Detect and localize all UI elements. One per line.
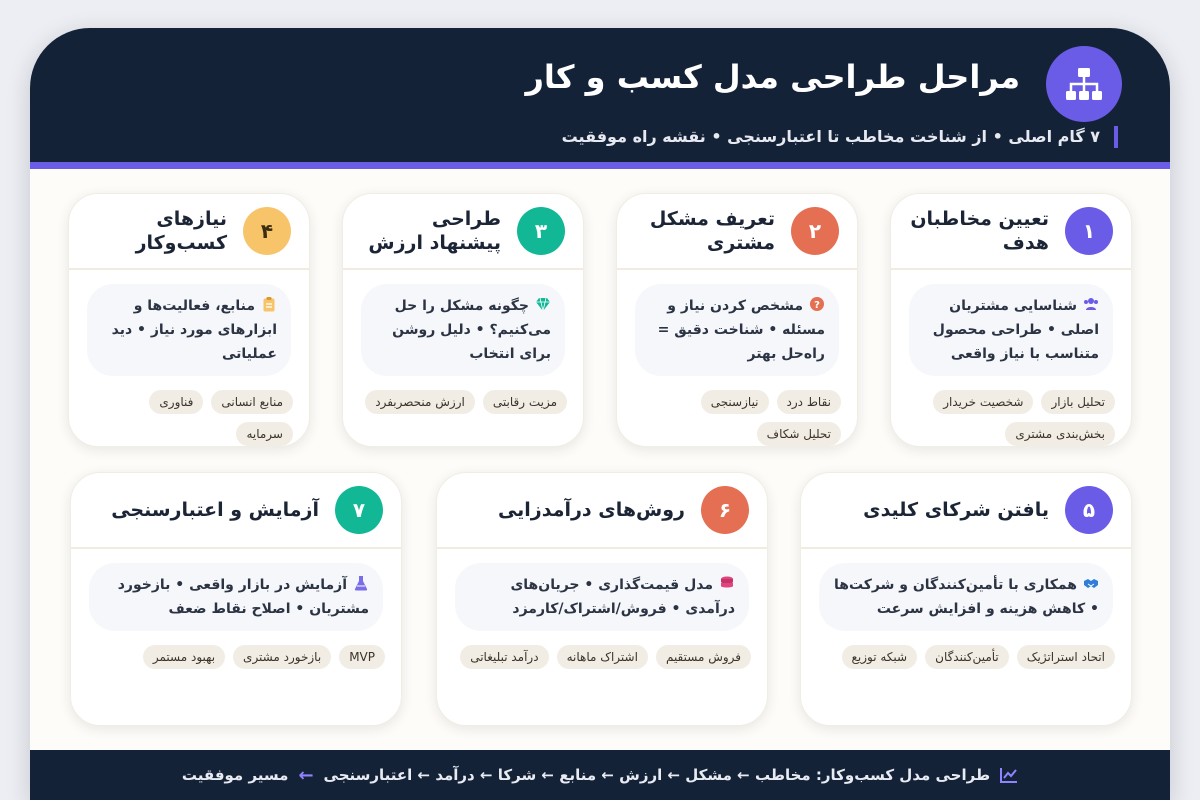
step-description [87,284,291,376]
tag: بخش‌بندی مشتری [1005,422,1115,446]
step-description [819,563,1113,631]
tag-list [87,645,385,669]
step-card-4 [68,193,310,447]
page-title: مراحل طراحی مدل کسب و کار [525,58,1020,96]
step-description [89,563,383,631]
tag-list [85,390,293,446]
tag: منابع انسانی [211,390,293,414]
step-card-5 [800,472,1132,726]
step-number: ۵ [1065,486,1113,534]
step-card-6 [436,472,768,726]
step-description-text: مشخص کردن نیاز و مسئله • شناخت دقیق = راه‌حل بهتر [657,298,825,362]
tag-list [453,645,751,669]
step-number: ۷ [335,486,383,534]
tag: فروش مستقیم [656,645,751,669]
coins-icon [719,575,735,591]
step-description-text: چگونه مشکل را حل می‌کنیم؟ • دلیل روشن برای انتخاب [392,298,551,362]
step-title: تعریف مشکل مشتری [649,208,775,254]
step-description-text: مدل قیمت‌گذاری • جریان‌های درآمدی • فروش/اشتراک/کارمزد [510,577,735,617]
question-icon [809,296,825,312]
footer-end: مسیر موفقیت [181,766,289,784]
step-card-2 [616,193,858,447]
tag: فناوری [149,390,203,414]
tag: نقاط درد [777,390,841,414]
step-description-text: شناسایی مشتریان اصلی • طراحی محصول متناسب با نیاز واقعی [932,298,1099,362]
step-card-3 [342,193,584,447]
tag: MVP [339,645,385,669]
sitemap-icon [1064,66,1104,102]
arrow-icon: ← [298,764,314,786]
handshake-icon [1083,575,1099,591]
page-subtitle: ۷ گام اصلی • از شناخت مخاطب تا اعتبارسنجی • نقشه راه موفقیت [562,126,1118,148]
tag: مزیت رقابتی [483,390,567,414]
card-header [343,194,583,270]
tag: اشتراک ماهانه [557,645,648,669]
step-description-text: آزمایش در بازار واقعی • بازخورد مشتریان • اصلاح نقاط ضعف [117,577,369,617]
card-header [71,473,401,549]
svg-text:?: ? [814,300,820,311]
step-number: ۲ [791,207,839,255]
card-header [617,194,857,270]
tag: بازخورد مشتری [233,645,331,669]
step-number: ۳ [517,207,565,255]
footer [30,750,1170,800]
tag-list [907,390,1115,446]
step-title: آزمایش و اعتبارسنجی [111,499,319,521]
step-description [455,563,749,631]
step-title: روش‌های درآمدزایی [497,499,685,521]
step-card-1 [890,193,1132,447]
step-title: تعیین مخاطبان هدف [910,208,1049,254]
step-description [361,284,565,376]
tag-list [633,390,841,446]
logo [1046,46,1122,122]
step-title: نیازهای کسب‌وکار [135,208,227,254]
flask-icon [353,575,369,591]
tag-list [359,390,567,414]
tag-list [817,645,1115,669]
tag: شخصیت خریدار [933,390,1033,414]
clipboard-icon [261,296,277,312]
tag: بهبود مستمر [143,645,225,669]
step-card-7 [70,472,402,726]
step-description [909,284,1113,376]
card-header [437,473,767,549]
header [30,28,1170,169]
chart-line-icon [1000,767,1018,783]
card-header [891,194,1131,270]
step-title: طراحی پیشنهاد ارزش [368,208,501,254]
diamond-icon [535,296,551,312]
tag: تحلیل شکاف [757,422,841,446]
step-title: یافتن شرکای کلیدی [863,499,1049,521]
step-number: ۱ [1065,207,1113,255]
footer-text: طراحی مدل کسب‌وکار: مخاطب ← مشکل ← ارزش ← منابع ← شرکا ← درآمد ← اعتبارسنجی [323,766,991,784]
step-description-text: همکاری با تأمین‌کنندگان و شرکت‌ها • کاهش هزینه و افزایش سرعت [834,577,1099,617]
tag: اتحاد استراتژیک [1017,645,1115,669]
tag: شبکه توزیع [842,645,918,669]
tag: تأمین‌کنندگان [925,645,1009,669]
card-header [69,194,309,270]
tag: درآمد تبلیغاتی [460,645,548,669]
users-icon [1083,296,1099,312]
card-header [801,473,1131,549]
tag: سرمایه [236,422,293,446]
step-number: ۶ [701,486,749,534]
tag: ارزش منحصربفرد [365,390,475,414]
step-number: ۴ [243,207,291,255]
infographic-frame [30,28,1170,800]
tag: نیازسنجی [701,390,769,414]
tag: تحلیل بازار [1041,390,1115,414]
step-description-text: منابع، فعالیت‌ها و ابزارهای مورد نیاز • دید عملیاتی [111,298,277,362]
step-description [635,284,839,376]
